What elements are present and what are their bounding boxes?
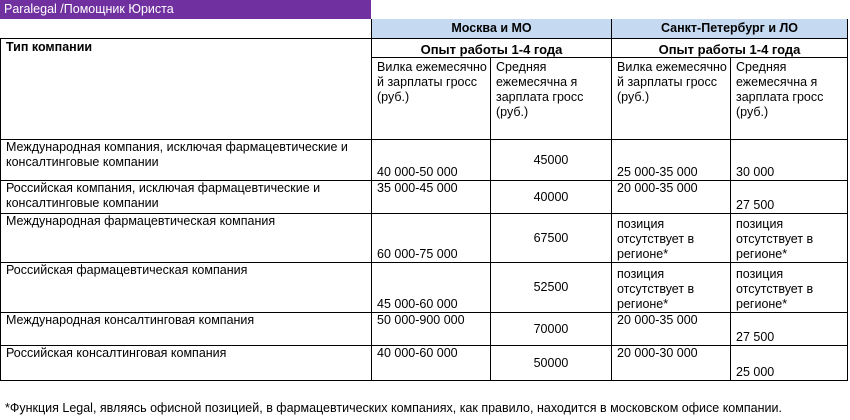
spb-range-cell: 20 000-35 000 (612, 313, 731, 346)
msk-avg-cell: 67500 (491, 214, 612, 263)
experience-moscow: Опыт работы 1-4 года (372, 39, 612, 58)
spb-range-cell: позиция отсутствует в регионе* (612, 214, 731, 263)
table-row (1, 346, 848, 381)
spb-range-cell: позиция отсутствует в регионе* (612, 263, 731, 313)
company-cell: Международная консалтинговая компания (1, 313, 372, 346)
salary-table (0, 19, 848, 381)
company-cell: Международная фармацевтическая компания (1, 214, 372, 263)
msk-avg-cell: 52500 (491, 263, 612, 313)
spb-avg-cell: 27 500 (731, 313, 848, 346)
page-title: Paralegal /Помощник Юриста (0, 0, 371, 19)
spb-avg-cell: 25 000 (731, 346, 848, 381)
region-spb: Санкт-Петербург и ЛО (612, 19, 848, 39)
company-cell: Российская консалтинговая компания (1, 346, 372, 381)
table-row (1, 140, 848, 181)
experience-header-row (1, 39, 848, 58)
table-row (1, 214, 848, 263)
spb-range-cell: 20 000-35 000 (612, 181, 731, 214)
msk-range-cell: 40 000-50 000 (372, 140, 491, 181)
msk-range-cell: 40 000-60 000 (372, 346, 491, 381)
table-row (1, 313, 848, 346)
msk-avg-cell: 40000 (491, 181, 612, 214)
msk-range-cell: 60 000-75 000 (372, 214, 491, 263)
table-row (1, 181, 848, 214)
msk-avg-cell: 70000 (491, 313, 612, 346)
company-type-header: Тип компании (1, 39, 372, 58)
spb-avg-cell: 27 500 (731, 181, 848, 214)
msk-range-header: Вилка ежемесячно й зарплаты гросс (руб.) (372, 58, 491, 140)
msk-avg-header: Средняя ежемесячна я зарплата гросс (руб.) (491, 58, 612, 140)
spb-range-header: Вилка ежемесячно й зарплаты гросс (руб.) (612, 58, 731, 140)
msk-range-cell: 45 000-60 000 (372, 263, 491, 313)
spb-avg-cell: 30 000 (731, 140, 848, 181)
company-cell: Международная компания, исключая фармацевтические и консалтинговые компании (1, 140, 372, 181)
company-cell: Российская фармацевтическая компания (1, 263, 372, 313)
msk-avg-cell: 45000 (491, 140, 612, 181)
msk-avg-cell: 50000 (491, 346, 612, 381)
msk-range-cell: 50 000-900 000 (372, 313, 491, 346)
spb-range-cell: 25 000-35 000 (612, 140, 731, 181)
region-moscow: Москва и МО (372, 19, 612, 39)
subheader-row (1, 58, 848, 140)
company-cell: Российская компания, исключая фармацевтические и консалтинговые компании (1, 181, 372, 214)
spb-avg-header: Средняя ежемесячна я зарплата гросс (руб.) (731, 58, 848, 140)
experience-spb: Опыт работы 1-4 года (612, 39, 848, 58)
msk-range-cell: 35 000-45 000 (372, 181, 491, 214)
region-header-row (1, 19, 848, 39)
spb-avg-cell: позиция отсутствует в регионе* (731, 263, 848, 313)
table-row (1, 263, 848, 313)
spb-range-cell: 20 000-30 000 (612, 346, 731, 381)
spb-avg-cell: позиция отсутствует в регионе* (731, 214, 848, 263)
footnote: *Функция Legal, являясь офисной позицией, в фармацевтических компаниях, как правило, находится в московском офисе компании. (5, 401, 782, 415)
